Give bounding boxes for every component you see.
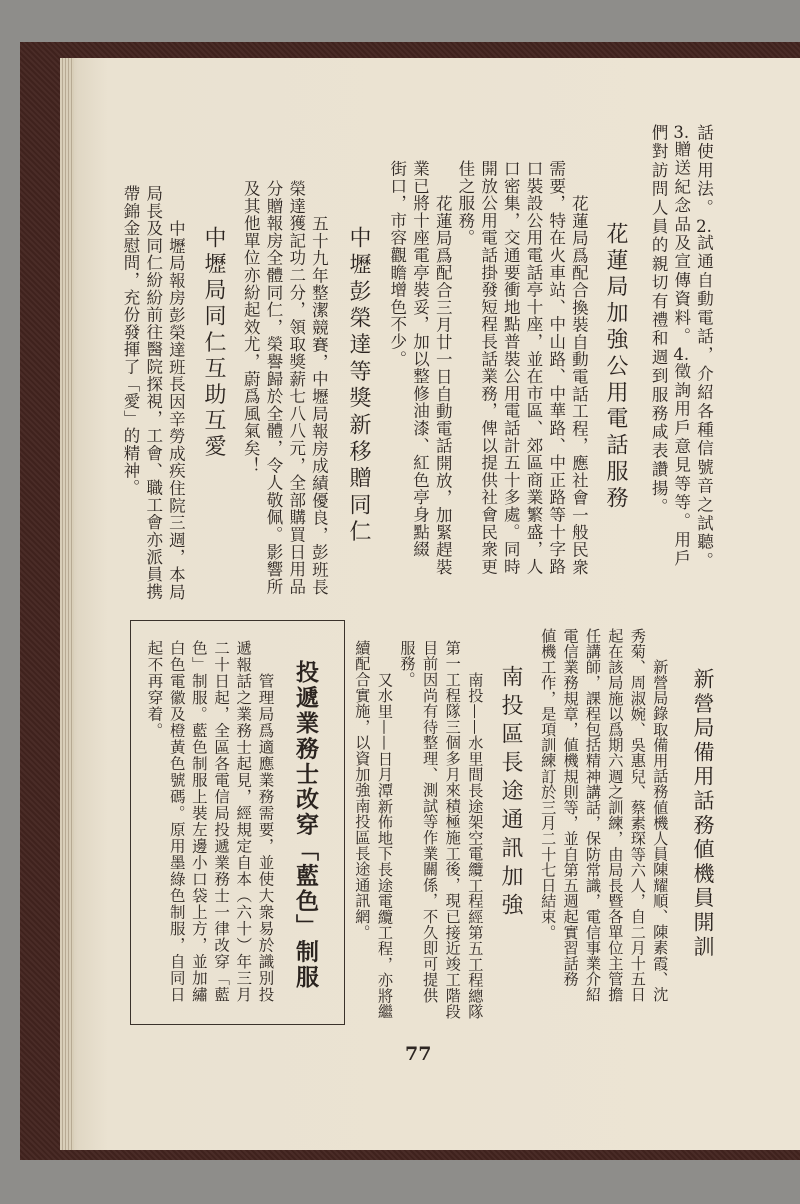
text-column: 續配合實施，以資加強南投區長途通訊網。 — [353, 640, 372, 941]
article-continuation — [646, 124, 714, 571]
text-column: 佳之服務。 — [455, 160, 475, 247]
text-column: 管理局爲適應業務需要，並使大衆易於識別投 — [256, 673, 275, 1003]
text-column — [692, 124, 715, 571]
text-column: 目前因尚有待整理、測試等作業關係，不久即可提供 — [421, 640, 440, 1004]
article-body-zhongli-mutual-aid — [118, 185, 186, 600]
text-column: 南投——水里間長途架空電纜工程經第五工程總隊 — [466, 671, 485, 1020]
text-column — [669, 124, 692, 571]
article-body-hualien — [385, 160, 589, 575]
uniform-notice-box — [130, 620, 345, 1025]
text-column: 遞報話之業務士起見，經規定自本（六十）年三月 — [234, 640, 253, 1003]
article-title-xinying: 新營局備用話務値機員開訓 — [691, 668, 715, 960]
list-number: 4. — [673, 346, 690, 363]
text-column: 街口，市容觀瞻增色不少。 — [387, 160, 407, 368]
list-number: 2. — [696, 217, 712, 234]
text-column: 又水里——日月潭新佈地下長途電纜工程，亦將繼 — [375, 671, 394, 1020]
text-column: 中壢局報房彭榮達班長因辛勞成疾住院三週，本局 — [166, 219, 186, 601]
text-column: 業已將十座電亭裝妥，加以整修油漆、紅色亭身點綴 — [410, 160, 430, 558]
text-column: 花蓮局爲配合換裝自動電話工程，應社會一般民衆 — [569, 194, 589, 576]
page — [60, 58, 800, 1150]
text-column: 榮達獲記功二分，領取獎薪七八八元，全部購買日用品 — [286, 180, 306, 596]
text-column: 二十日起，全區各電信局投遞業務士一律改穿「藍 — [212, 640, 231, 1003]
text-column: 起不再穿着。 — [145, 640, 164, 739]
article-title-hualien: 花蓮局加強公用電話服務 — [603, 222, 628, 513]
article-body-nantou — [351, 640, 487, 1019]
text-column: 白色電徽及橙黃色號碼。原用墨綠色制服，自同日 — [167, 640, 186, 1003]
article-body-xinying — [537, 628, 671, 1002]
page-edges — [60, 58, 74, 1150]
article-title-uniform-notice: 投遞業務士改穿「藍色」制服 — [292, 660, 318, 991]
text-column: 們對訪問人員的親切有禮和週到服務咸表讚揚。 — [649, 124, 669, 517]
article-title-zhongli-mutual-aid: 中壢局同仁互助互愛 — [201, 226, 226, 461]
text-column: 分贈報房全體同仁，榮譽歸於全體，令人敬佩。影響所 — [264, 180, 283, 596]
text-column: 電信業務規章，値機規則等，並自第五週起實習話務 — [561, 628, 580, 987]
text-column: 五十九年整潔競賽，中壢局報房成績優良，彭班長 — [309, 214, 329, 596]
text-column: 開放公用電話掛發短程長話業務，俾以提供社會民衆更 — [478, 160, 498, 576]
text-column: 口裝設公用電話亭十座，並在市區、郊區商業繁盛，人 — [524, 160, 543, 576]
text-column: 色」制服。藍色制服上裝左邊小口袋上方，並加繡 — [189, 640, 208, 1003]
text-column: 帶錦金慰問，充份發揮了「愛」的精神。 — [121, 185, 140, 497]
list-number: 3. — [673, 124, 690, 141]
article-body-zhongli-award — [239, 180, 330, 595]
text-column: 第一工程隊三個多月來積極施工後，現已接近竣工階段 — [443, 640, 462, 1020]
text-column: 及其他單位亦紛起效尤，蔚爲風氣矣！ — [241, 180, 261, 475]
text-run: 贈送紀念品及宣傳資料。 — [671, 140, 691, 347]
text-column: 口密集，交通要衝地點普裝公用電話計五十多處。同時 — [501, 160, 521, 576]
text-column: 値機工作，是項訓練訂於三月二十七日結束。 — [539, 628, 558, 940]
text-run: 試通自動電話，介紹各種信號音之試聽。 — [694, 234, 714, 571]
text-run: 話使用法。 — [694, 124, 714, 218]
text-column: 起在該局施以爲期六週之訓練，由局長暨各單位主管擔 — [606, 628, 625, 1003]
text-column: 新營局錄取備用話務値機人員陳耀順、陳素霞、沈 — [651, 659, 670, 1003]
text-run: 徵詢用戶意見等等。用戶 — [671, 362, 691, 569]
article-title-nantou: 南投區長途通訊加強 — [498, 665, 523, 922]
text-column: 局長及同仁紛紛前往醫院探視，工會、職工會亦派員携 — [143, 185, 163, 601]
page-number: 77 — [405, 1043, 432, 1065]
text-column: 需要，特在火車站、中山路、中華路、中正路等十字路 — [546, 160, 566, 576]
article-body-uniform-notice — [143, 640, 276, 1003]
text-column: 任講師，課程包括精神講話，保防常識，電信事業介紹 — [583, 628, 602, 1003]
text-column: 秀菊、周淑婉、吳惠兒、蔡素琛等六人，自二月十五日 — [628, 628, 647, 1003]
article-title-zhongli-award: 中壢彭榮達等獎新移贈同仁 — [346, 226, 371, 547]
text-column: 服務。 — [398, 640, 417, 688]
text-column: 花蓮局爲配合三月廿一日自動電話開放，加緊趕裝 — [433, 194, 453, 576]
